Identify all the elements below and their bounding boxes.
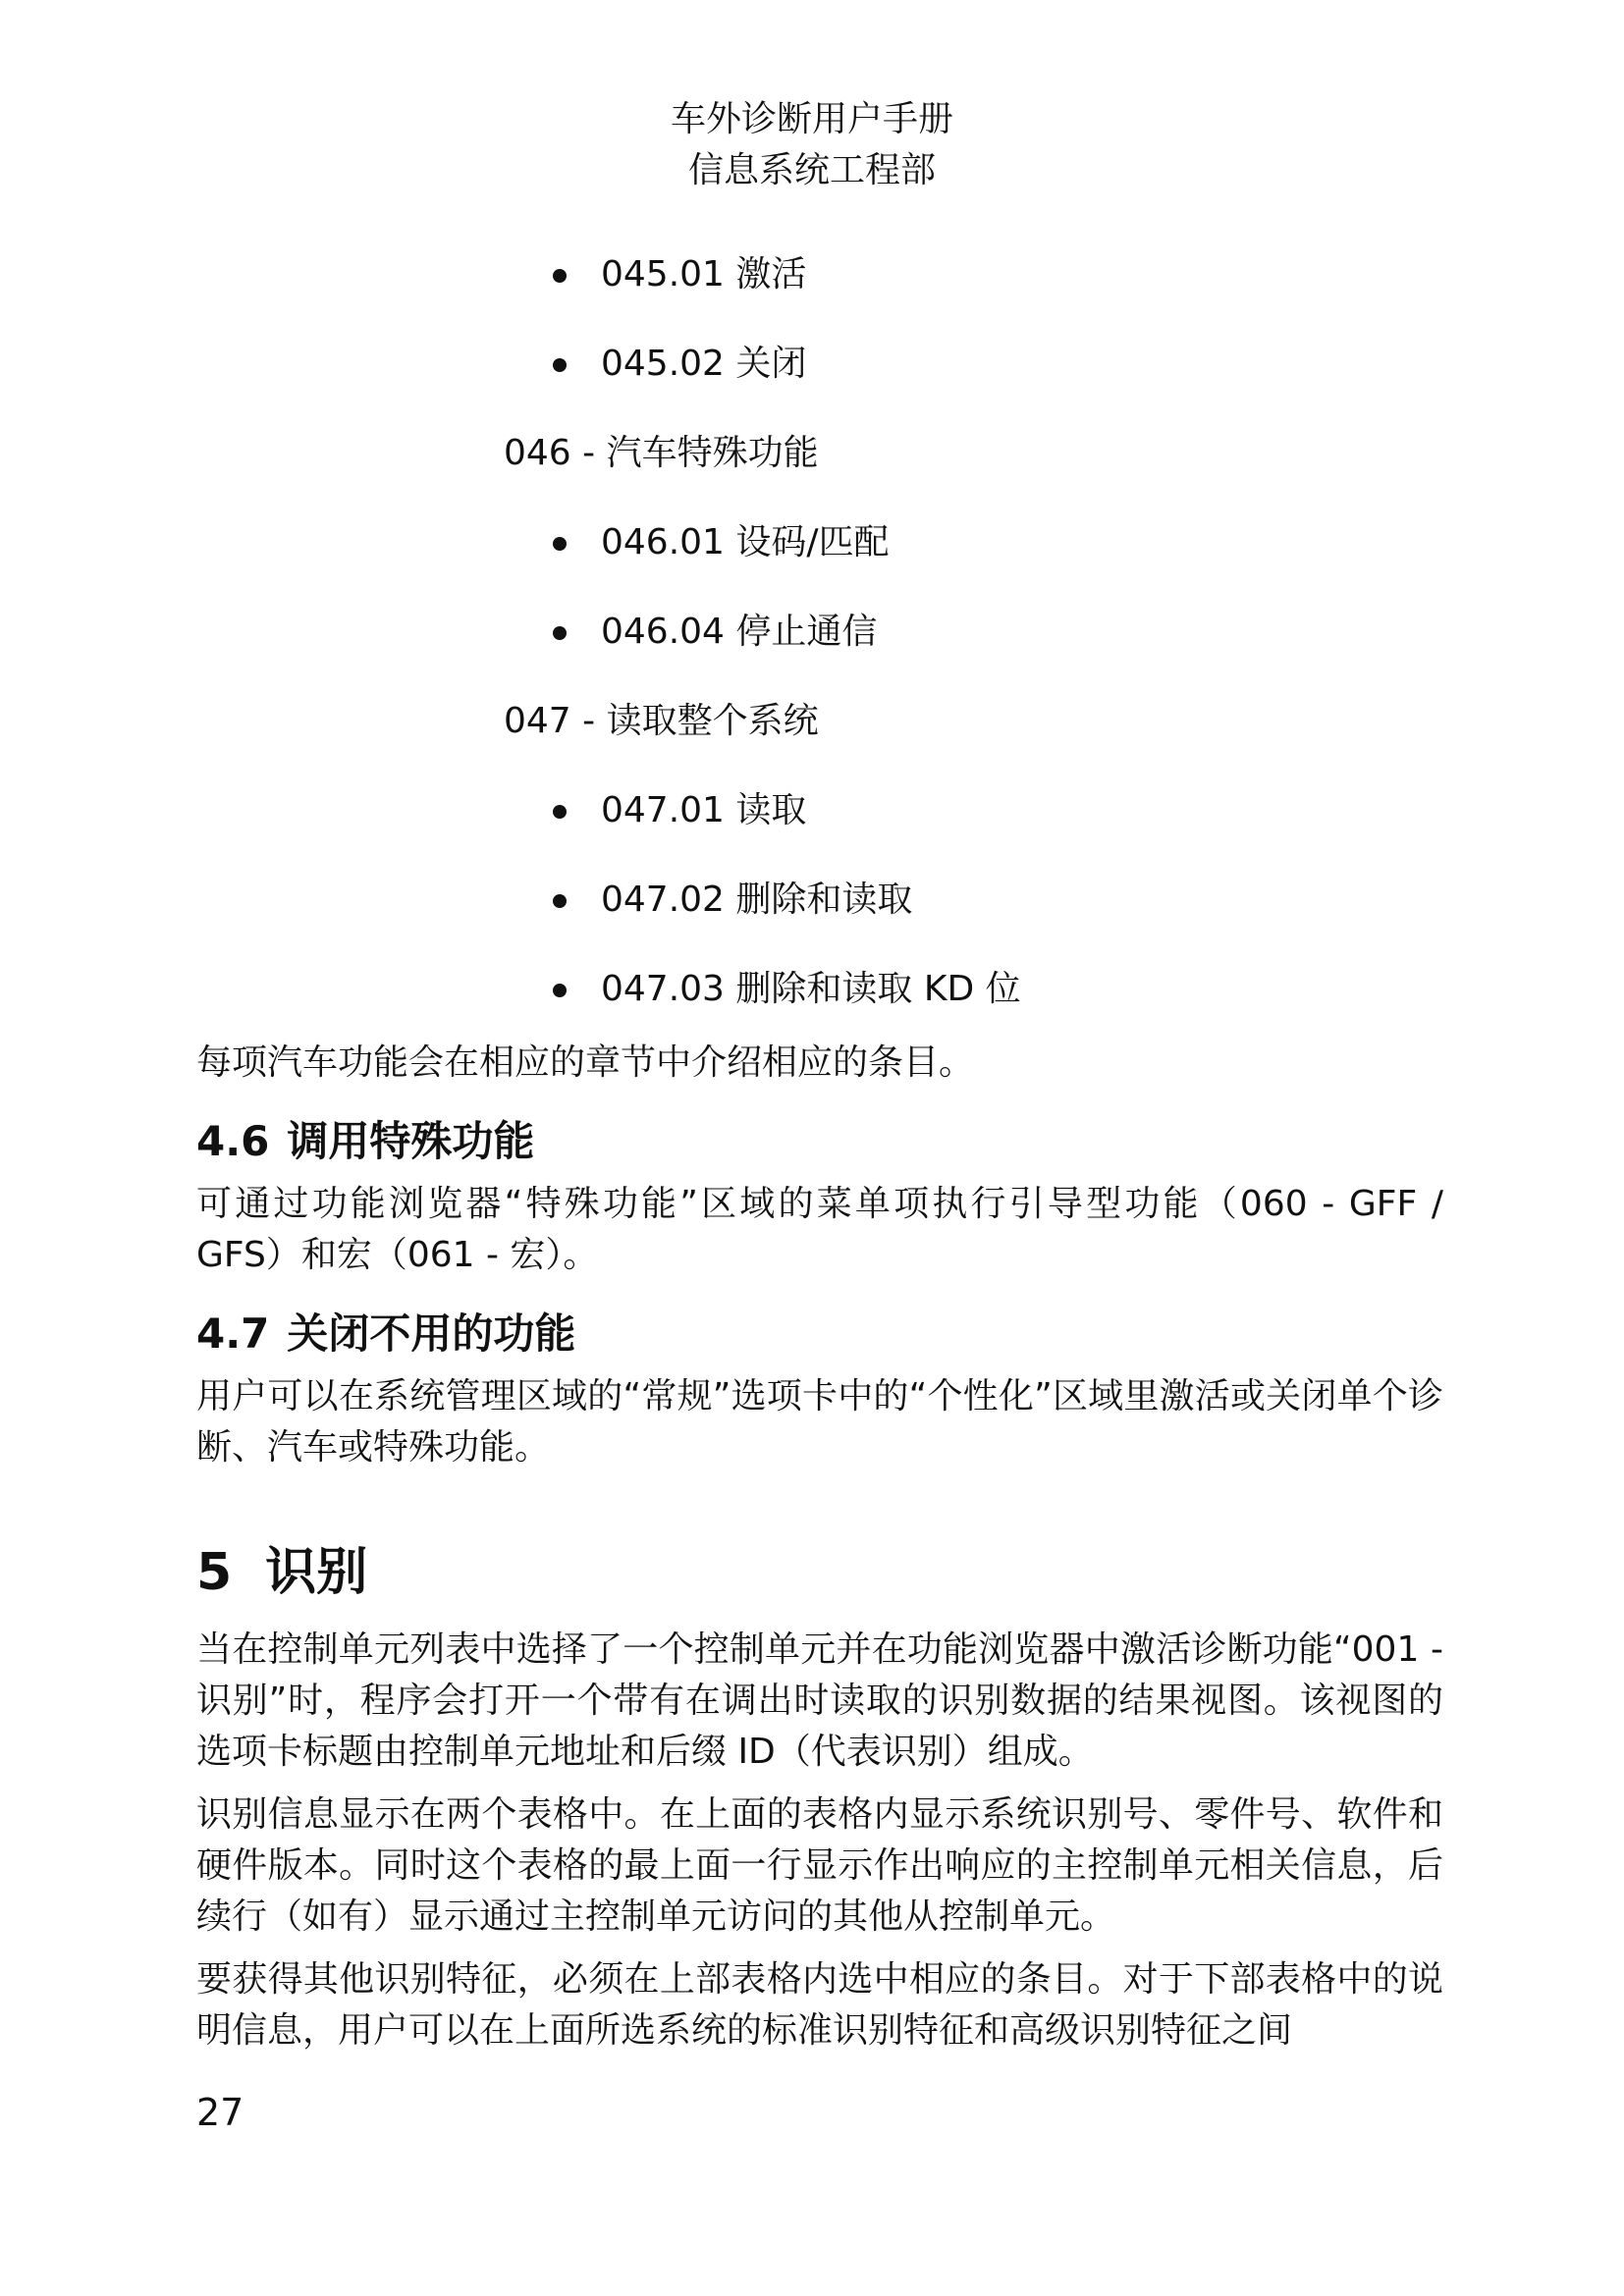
section-heading [196,1307,1443,1362]
bullet-icon [553,626,567,640]
section-title: 调用特殊功能 [287,1117,535,1165]
paragraph: 可通过功能浏览器“特殊功能”区域的菜单项执行引导型功能（060 - GFF / GFS）和宏（061 - 宏）。 [196,1184,1443,1275]
list-item [196,250,1443,299]
bullet-icon [553,537,567,551]
bullet-icon [553,805,567,819]
chapter-title: 识别 [265,1543,368,1602]
section-number: 4.6 [196,1117,270,1165]
section-number: 4.7 [196,1309,270,1358]
list-item-text: 047.01 读取 [601,790,807,830]
list-item [196,340,1443,389]
bullet-icon [553,358,567,372]
paragraph: 用户可以在系统管理区域的“常规”选项卡中的“个性化”区域里激活或关闭单个诊断、汽车或特殊功能。 [196,1376,1443,1468]
page-number: 27 [196,2091,244,2134]
list-item-text: 047.03 删除和读取 KD 位 [601,969,1021,1009]
list-item [196,965,1443,1014]
list-item-text: 045.01 激活 [601,254,807,294]
page-content [196,250,1443,2068]
section-heading [196,1114,1443,1169]
list-group-heading: 047 - 读取整个系统 [504,701,819,741]
chapter-number: 5 [196,1543,233,1602]
list-group-heading: 046 - 汽车特殊功能 [504,433,819,473]
page-header [0,94,1624,196]
list-item-text: 046.04 停止通信 [601,612,878,652]
paragraph: 识别信息显示在两个表格中。在上面的表格内显示系统识别号、零件号、软件和硬件版本。同时这个表格的最上面一行显示作出响应的主控制单元相关信息，后续行（如有）显示通过主控制单元访问的其他从控制单元。 [196,1794,1443,1937]
list-item-text: 045.02 关闭 [601,344,807,384]
section-title: 关闭不用的功能 [287,1309,576,1358]
header-department: 信息系统工程部 [687,150,936,190]
header-title: 车外诊断用户手册 [670,99,953,139]
paragraph: 当在控制单元列表中选择了一个控制单元并在功能浏览器中激活诊断功能“001 - 识别”时，程序会打开一个带有在调出时读取的识别数据的结果视图。该视图的选项卡标题由控制单元地址和后缀 ID（代表识别）组成。 [196,1629,1443,1772]
chapter-heading [196,1538,1443,1607]
bullet-icon [553,984,567,997]
list-item [196,786,1443,835]
paragraph: 要获得其他识别特征，必须在上部表格内选中相应的条目。对于下部表格中的说明信息，用户可以在上面所选系统的标准识别特征和高级识别特征之间 [196,1959,1443,2051]
list-item [196,518,1443,567]
list-item-text: 047.02 删除和读取 [601,880,913,920]
bullet-icon [553,894,567,908]
bullet-icon [553,269,567,283]
list-item [196,608,1443,657]
paragraph: 每项汽车功能会在相应的章节中介绍相应的条目。 [196,1042,975,1083]
list-item [196,876,1443,925]
list-item-text: 046.01 设码/匹配 [601,522,890,562]
